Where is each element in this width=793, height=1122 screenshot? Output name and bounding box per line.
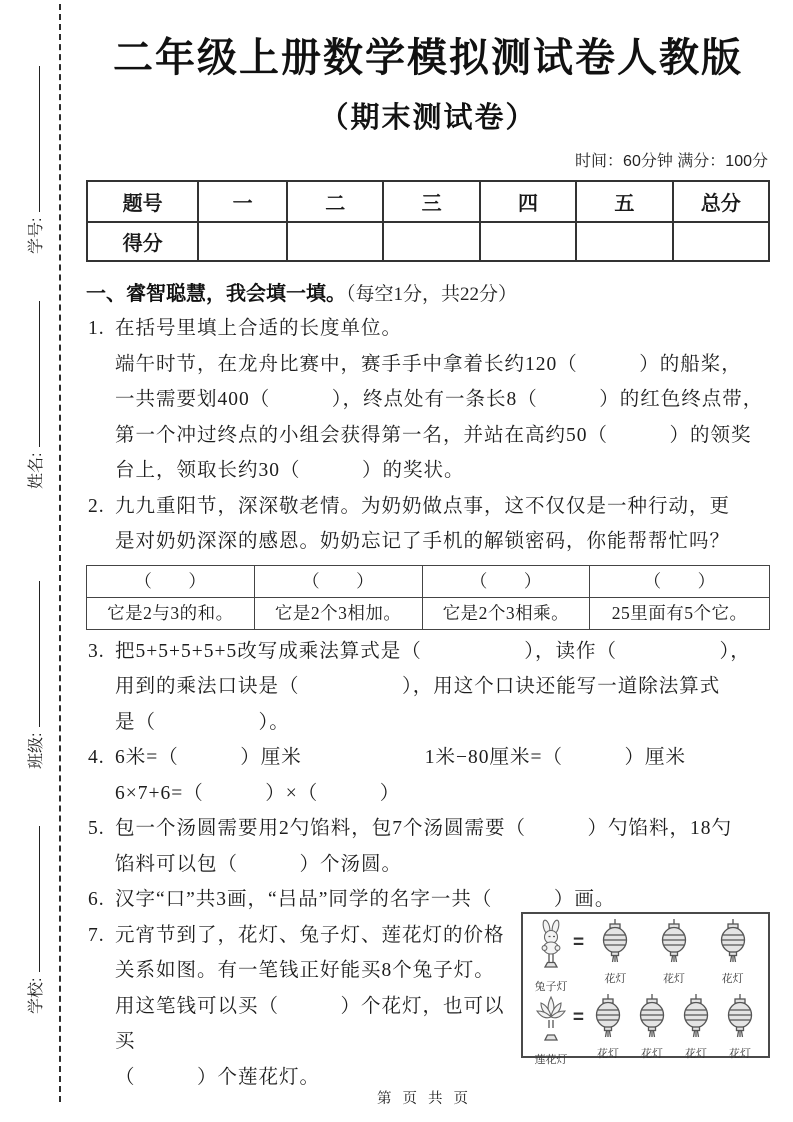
question-5: [86, 811, 770, 882]
school-label: 学校:: [27, 977, 45, 1014]
score-header-5: 五: [576, 181, 672, 222]
question-7-number: 7.: [88, 924, 105, 946]
question-1-line: 一共需要划400（ ），终点处有一条长8（ ）的红色终点带，: [115, 389, 764, 410]
question-1-line: 第一个冲过终点的小组会获得第一名，并站在高约50（ ）的领奖: [115, 424, 752, 446]
question-1-line: 台上，领取长约30（ ）的奖状。: [115, 460, 465, 481]
flower-lantern-item: [630, 994, 674, 1061]
password-blank-cell: （ ）: [590, 565, 770, 597]
question-7-line: 关系如图。有一笔钱正好能买8个兔子灯。: [115, 960, 495, 981]
password-blank-row: [87, 565, 770, 597]
question-2: [86, 489, 770, 560]
password-blank-cell: （ ）: [422, 565, 590, 597]
lotus-lantern-label: 莲花灯: [534, 1053, 568, 1066]
rabbit-lantern-item: [529, 919, 573, 994]
score-cell: [673, 222, 769, 261]
password-clue-cell: 25里面有5个它。: [590, 597, 770, 629]
flower-lantern-label: 花灯: [641, 1047, 663, 1060]
page-footer: 第页共页: [377, 1091, 479, 1107]
question-7: [86, 918, 770, 1096]
class-field: [22, 581, 46, 769]
rabbit-row-lanterns: [586, 919, 762, 986]
class-label: 班级:: [27, 732, 45, 769]
flower-lantern-item: [674, 994, 718, 1061]
question-4: [86, 740, 770, 811]
paper-title: 二年级上册数学模拟测试卷人教版: [113, 36, 743, 80]
question-4-number: 4.: [88, 747, 105, 768]
question-1-number: 1.: [88, 318, 105, 339]
question-6-line: 汉字“口”共3画，“吕品”同学的名字一共（ ）画。: [115, 889, 616, 910]
flower-lantern-icon: [600, 919, 630, 969]
flower-lantern-icon: [718, 919, 748, 969]
binding-dashed-line: [59, 4, 61, 1102]
question-1: [86, 311, 770, 489]
rabbit-lantern-label: 兔子灯: [534, 980, 568, 993]
score-header-3: 三: [383, 181, 479, 222]
score-table: [86, 180, 770, 262]
score-cell: [383, 222, 479, 261]
question-6-number: 6.: [88, 889, 105, 910]
flower-lantern-icon: [681, 994, 711, 1044]
lotus-lantern-row: [529, 994, 762, 1067]
score-cell: [287, 222, 383, 261]
school-field: [22, 826, 46, 1014]
score-header-4: 四: [480, 181, 576, 222]
student-id-label: 学号:: [27, 217, 45, 254]
lantern-price-figure: [521, 912, 770, 1066]
score-header-question: 题号: [87, 181, 198, 222]
question-2-number: 2.: [88, 495, 105, 517]
question-2-line: 是对奶奶深深的感恩。奶奶忘记了手机的解锁密码，你能帮帮忙吗？: [115, 531, 731, 552]
question-2-line: 九九重阳节，深深敬老情。为奶奶做点事，这不仅仅是一种行动，更: [115, 495, 731, 517]
lotus-lantern-item: [529, 994, 573, 1067]
question-3: [86, 634, 770, 741]
score-cell: [198, 222, 287, 261]
score-table-header-row: [87, 181, 769, 222]
rabbit-lantern-icon: [536, 919, 566, 977]
question-3-number: 3.: [88, 640, 105, 662]
score-header-1: 一: [198, 181, 287, 222]
flower-lantern-label: 花灯: [729, 1047, 751, 1060]
score-header-2: 二: [287, 181, 383, 222]
question-4-line: 6米=（ ）厘米 1米−80厘米=（ ）厘米: [115, 747, 686, 768]
password-clue-cell: 它是2个3相加。: [254, 597, 422, 629]
rabbit-lantern-row: [529, 919, 762, 994]
password-clue-cell: 它是2与3的和。: [87, 597, 255, 629]
equals-sign: =: [572, 1006, 584, 1028]
student-id-blank-line: [28, 66, 40, 212]
section-one-note: （每空1分，共22分）: [346, 284, 518, 305]
section-one-heading: [86, 277, 770, 306]
flower-lantern-item: [586, 994, 630, 1061]
question-5-line: 包一个汤圆需要用2勺馅料，包7个汤圆需要（ ）勺馅料，18勺: [115, 818, 733, 839]
question-3-line: 是（ ）。: [115, 711, 290, 733]
score-cell: [480, 222, 576, 261]
flower-lantern-icon: [637, 994, 667, 1044]
question-list: [86, 311, 770, 1095]
flower-lantern-label: 花灯: [685, 1047, 707, 1060]
score-header-total: 总分: [673, 181, 769, 222]
question-5-number: 5.: [88, 818, 105, 839]
flower-lantern-label: 花灯: [721, 972, 744, 985]
score-cell: [576, 222, 672, 261]
password-clue-table: [86, 565, 770, 630]
score-row-label: 得分: [87, 222, 198, 261]
question-7-line: （ ）个莲花灯。: [115, 1066, 321, 1088]
password-clue-cell: 它是2个3相乘。: [422, 597, 590, 629]
score-table-score-row: [87, 222, 769, 261]
student-name-field: [22, 301, 46, 489]
student-name-blank-line: [28, 301, 40, 447]
password-clue-row: [87, 597, 770, 629]
question-7-line: 用这笔钱可以买（ ）个花灯，也可以买: [115, 995, 505, 1052]
question-5-line: 馅料可以包（ ）个汤圆。: [115, 853, 403, 875]
password-blank-cell: （ ）: [254, 565, 422, 597]
flower-lantern-icon: [659, 919, 689, 969]
flower-lantern-icon: [725, 994, 755, 1044]
question-7-line: 元宵节到了，花灯、兔子灯、莲花灯的价格: [115, 924, 505, 946]
question-7-text: [115, 918, 521, 1096]
equals-sign: =: [573, 931, 585, 953]
flower-lantern-item: [711, 919, 755, 986]
flower-lantern-item: [593, 919, 637, 986]
lotus-row-lanterns: [586, 994, 762, 1061]
question-3-line: 用到的乘法口诀是（ ），用这个口诀还能写一道除法算式: [115, 676, 721, 697]
flower-lantern-item: [718, 994, 762, 1061]
question-4-line: 6×7+6=（ ）×（ ）: [115, 782, 401, 804]
student-id-field: [22, 66, 46, 254]
question-1-line: 在括号里填上合适的长度单位。: [115, 318, 403, 339]
section-one-title: 一、睿智聪慧，我会填一填。: [86, 283, 346, 305]
flower-lantern-label: 花灯: [597, 1047, 619, 1060]
class-blank-line: [28, 581, 40, 727]
flower-lantern-label: 花灯: [663, 972, 686, 985]
school-blank-line: [28, 826, 40, 972]
time-and-score-meta: 时间：60分钟 满分：100分: [575, 153, 768, 170]
question-3-line: 把5+5+5+5+5改写成乘法算式是（ ），读作（ ），: [115, 640, 751, 662]
paper-content: [86, 0, 770, 1095]
password-blank-cell: （ ）: [87, 565, 255, 597]
flower-lantern-label: 花灯: [604, 972, 627, 985]
lotus-lantern-icon: [534, 994, 568, 1050]
paper-subtitle: （期末测试卷）: [319, 102, 537, 134]
student-name-label: 姓名:: [27, 452, 45, 489]
flower-lantern-item: [652, 919, 696, 986]
flower-lantern-icon: [593, 994, 623, 1044]
question-1-line: 端午时节，在龙舟比赛中，赛手手中拿着长约120（ ）的船桨，: [115, 353, 742, 375]
